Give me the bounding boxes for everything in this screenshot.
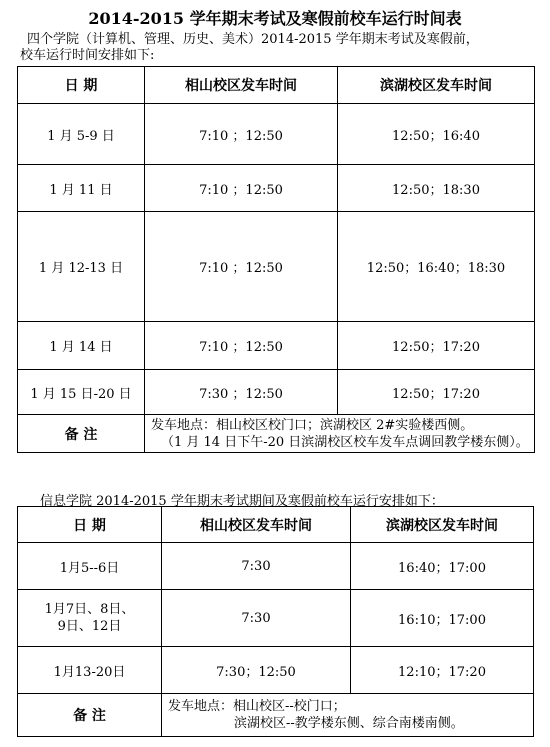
table-row [18, 104, 535, 165]
cell-date: 1 月 15 日-20 日 [18, 370, 145, 415]
cell-binhu: 12:50；17:20 [338, 322, 535, 370]
cell-binhu: 12:10；17:20 [351, 647, 534, 694]
intro-line-1: 四个学院（计算机、管理、历史、美术）2014-2015 学年期末考试及寒假前， [27, 32, 479, 47]
cell-date: 1月5--6日 [18, 543, 162, 590]
cell-date: 1 月 5-9 日 [18, 104, 145, 165]
header-binhu: 滨湖校区发车时间 [338, 67, 535, 104]
table-row [18, 165, 535, 212]
header-binhu: 滨湖校区发车时间 [351, 507, 534, 543]
intro-line-2: 校车运行时间安排如下: [20, 48, 155, 63]
schedule-table-four-colleges [17, 66, 535, 453]
table-row [18, 322, 535, 370]
table-row [18, 543, 534, 590]
note-line-1: 发车地点：相山校区--校门口； [168, 699, 346, 714]
intro-paragraph [20, 32, 479, 64]
cell-binhu: 12:50；17:20 [338, 370, 535, 415]
cell-xiangshan: 7:30 [162, 590, 351, 647]
cell-xiangshan: 7:30；12:50 [162, 647, 351, 694]
header-xiangshan: 相山校区发车时间 [162, 507, 351, 543]
table-row [18, 212, 535, 322]
cell-xiangshan: 7:10 ；12:50 [145, 104, 338, 165]
header-date: 日 期 [18, 67, 145, 104]
note-row [18, 694, 534, 737]
cell-binhu: 12:50；16:40；18:30 [338, 212, 535, 322]
note-content [162, 694, 534, 737]
note-line-1: 发车地点：相山校区校门口；滨湖校区 2#实验楼西侧。 [151, 417, 474, 433]
cell-date [18, 590, 162, 647]
cell-date-line-1: 1月7日、8日、 [44, 602, 135, 617]
note-line-2: （1 月 14 日下午-20 日滨湖校区校车发车点调回教学楼东侧）。 [161, 434, 529, 450]
cell-xiangshan: 7:10 ；12:50 [145, 212, 338, 322]
cell-binhu: 16:40；17:00 [351, 543, 534, 590]
cell-xiangshan: 7:10 ；12:50 [145, 165, 338, 212]
table-header-row [18, 507, 534, 543]
table-row [18, 647, 534, 694]
schedule-table-info-college [17, 506, 534, 737]
header-xiangshan: 相山校区发车时间 [145, 67, 338, 104]
intro-paragraph-2: 信息学院 2014-2015 学年期末考试期间及寒假前校车运行安排如下： [40, 494, 444, 509]
cell-date: 1 月 14 日 [18, 322, 145, 370]
table-header-row [18, 67, 535, 104]
cell-date: 1月13-20日 [18, 647, 162, 694]
table-row [18, 370, 535, 415]
cell-xiangshan: 7:30 [162, 543, 351, 590]
table-row [18, 590, 534, 647]
cell-xiangshan: 7:30 ；12:50 [145, 370, 338, 415]
cell-xiangshan: 7:10 ；12:50 [145, 322, 338, 370]
cell-date-line-2: 9日、12日 [57, 619, 122, 634]
page-title: 2014-2015 学年期末考试及寒假前校车运行时间表 [88, 9, 462, 28]
note-line-2: 滨湖校区--教学楼东侧、综合南楼南侧。 [234, 716, 464, 731]
note-content [145, 415, 535, 453]
cell-binhu: 12:50；16:40 [338, 104, 535, 165]
cell-binhu: 16:10；17:00 [351, 590, 534, 647]
cell-date: 1 月 11 日 [18, 165, 145, 212]
header-date: 日 期 [18, 507, 162, 543]
note-label: 备 注 [18, 415, 145, 453]
note-label: 备 注 [18, 694, 162, 737]
cell-date: 1 月 12-13 日 [18, 212, 145, 322]
cell-binhu: 12:50；18:30 [338, 165, 535, 212]
note-row [18, 415, 535, 453]
